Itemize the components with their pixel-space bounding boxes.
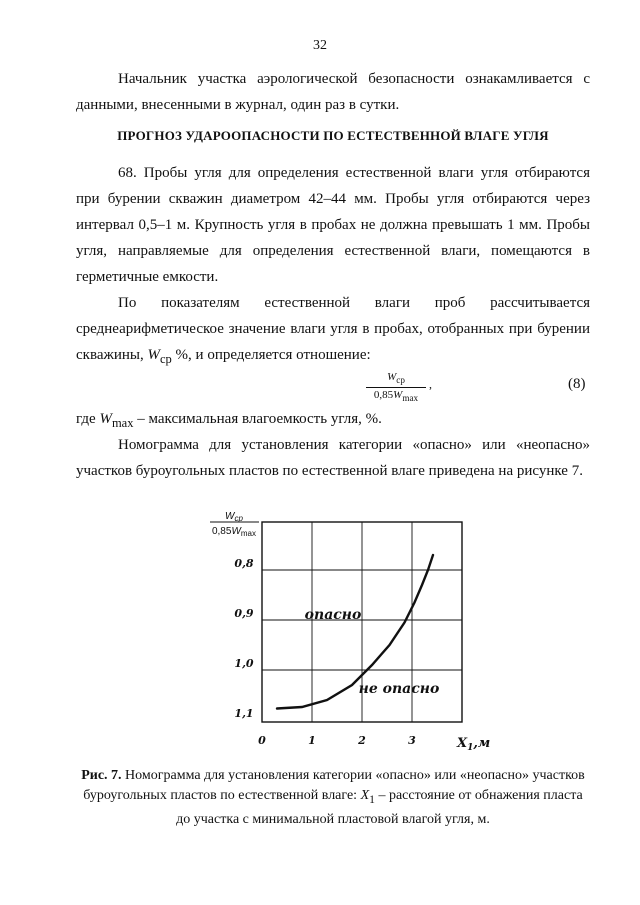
region-label-safe: не опасно (358, 681, 440, 697)
x-tick-label: 3 (408, 734, 416, 747)
formula-comma: , (429, 377, 432, 391)
y-tick-label: 0,8 (234, 557, 254, 570)
x-tick-labels (258, 734, 416, 747)
y-tick-labels (234, 557, 253, 720)
paragraph-nomogram-ref: Номограмма для установления категории «опасно» или «неопасно» участков буроугольных пластов по естественной влаге приведена на рисунке 7. (76, 437, 590, 479)
formula-denominator: $0,85W_{max}$ (366, 387, 426, 405)
paragraph-journal: Начальник участка аэрологической безопасности ознакамливается с данными, внесенными в журнал, один раз в сутки. (76, 71, 590, 113)
y-axis-label (210, 511, 259, 538)
paragraph-samples: 68. Пробы угля для определения естественной влаги угля отбираются при бурении скважин диаметром 42–44 мм. Пробы угля отбираются через интервал 0,5–1 м. Крупность угля в пробах не должна превышать 1 мм. Пробы угля, направляемые для определения естественной влаги, помещаются в герметичные емкости. (76, 165, 590, 285)
y-tick-label: 1,1 (234, 707, 254, 720)
y-tick-label: 1,0 (234, 657, 254, 670)
caption-label: Рис. 7. (81, 768, 122, 783)
w-symbol: W (147, 347, 160, 363)
page-number: 32 (313, 38, 327, 53)
svg-text:Wср: $W_{ср}$ (225, 511, 243, 523)
x-tick-label: 2 (358, 734, 366, 747)
svg-text:0,85Wmax: $0,85W_{max}$ (211, 526, 257, 538)
text: По показателям естественной влаги проб рассчитывается среднеарифметическое значение влаги угля в пробах, отобранных при бурении скважины, (76, 295, 590, 363)
x-tick-label: 0 (258, 734, 266, 747)
figure-caption: Рис. 7. Номограмма для установления категории «опасно» или «неопасно» участков буроугольных пластов по естественной влаге: $X_1$ – расстояние от обнажения пласта до участка с минимальной пластовой влагой угля, м. (81, 768, 585, 827)
section-heading: ПРОГНОЗ УДАРООПАСНОСТИ ПО ЕСТЕСТВЕННОЙ ВЛАГЕ УГЛЯ (117, 128, 549, 143)
y-tick-label: 0,9 (234, 607, 254, 620)
formula-numerator: $W_{ср}$ (387, 371, 405, 386)
x-axis-label: $X_1,м$ (457, 736, 491, 753)
subscript: max (111, 416, 134, 430)
paragraph-where: где $W_{max}$ – максимальная влагоемкость угля, %. (76, 411, 382, 430)
subscript: ср (159, 352, 172, 366)
equation-number: (8) (568, 376, 586, 392)
text: %, и определяется отношение: (171, 347, 371, 363)
x-tick-label: 1 (308, 734, 316, 747)
region-label-danger: опасно (304, 607, 362, 623)
w-symbol: W (99, 411, 112, 427)
